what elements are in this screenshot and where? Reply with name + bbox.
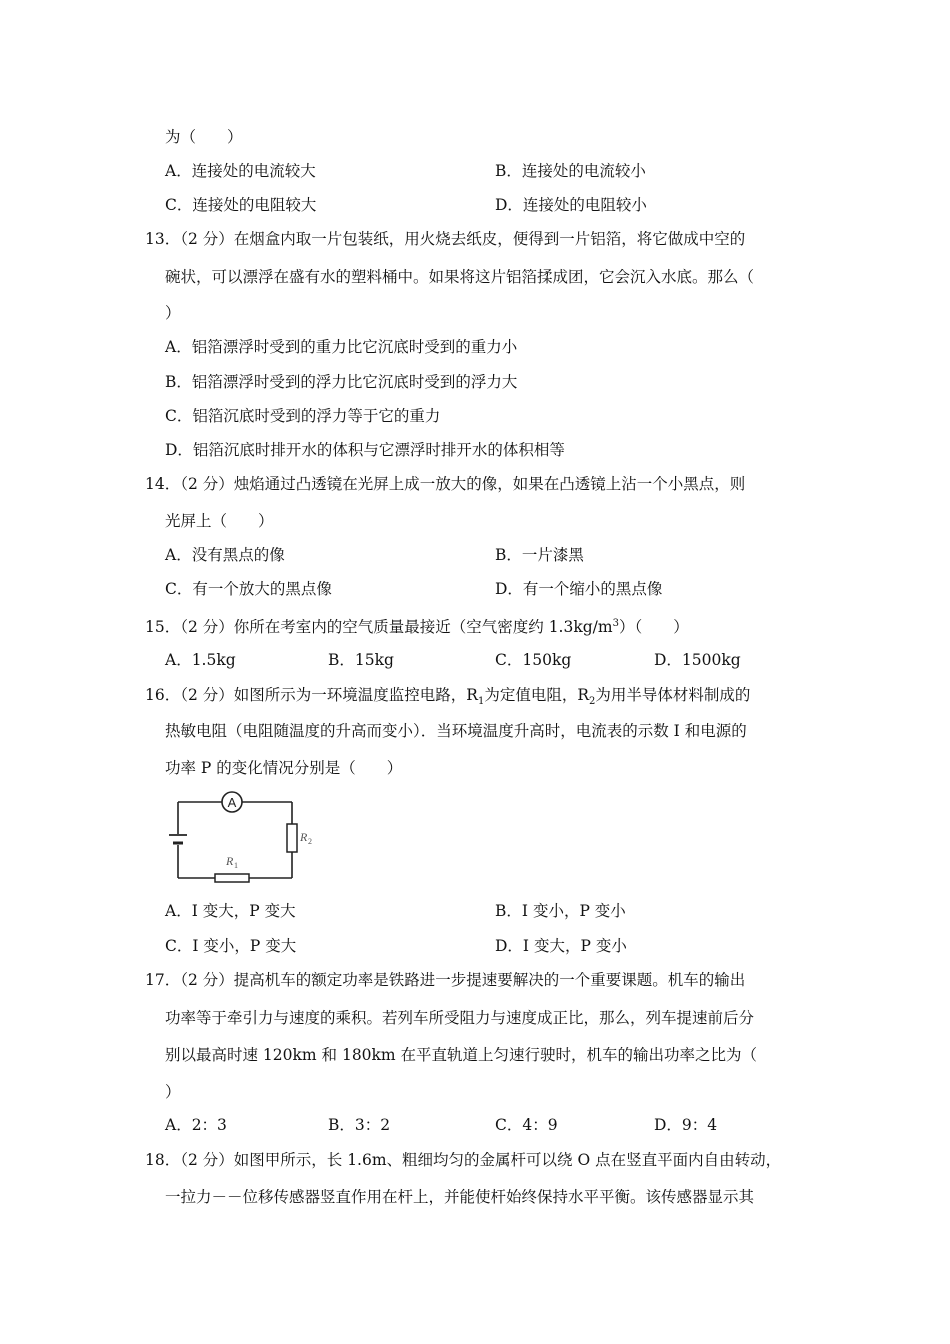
q14-option-d: D．有一个缩小的黑点像 <box>495 580 663 598</box>
ammeter-label: A <box>227 795 237 810</box>
q13-option-d: D．铝箔沉底时排开水的体积与它漂浮时排开水的体积相等 <box>165 441 565 459</box>
q14-option-b: B．一片漆黑 <box>495 546 584 564</box>
q18-stem-line2: 一拉力－－位移传感器竖直作用在杆上，并能使杆始终保持水平平衡。该传感器显示其 <box>165 1188 755 1206</box>
q15-option-c: C．150kg <box>495 651 572 669</box>
q14-option-c: C．有一个放大的黑点像 <box>165 580 332 598</box>
q13-option-c: C．铝箔沉底时受到的浮力等于它的重力 <box>165 407 441 425</box>
q15-option-b: B．15kg <box>328 651 394 669</box>
q13-stem-line1: 13．（2 分）在烟盒内取一片包装纸，用火烧去纸皮，便得到一片铝箔，将它做成中空的 <box>145 230 746 248</box>
q17-option-a: A．2：3 <box>165 1116 227 1134</box>
q16-option-d: D．I 变大，P 变小 <box>495 937 627 955</box>
q13-stem-line3: ） <box>165 304 181 322</box>
ammeter-icon <box>222 792 242 812</box>
q14-stem-line2: 光屏上（ ） <box>165 512 274 530</box>
q16-stem-line2: 热敏电阻（电阻随温度的升高而变小）．当环境温度升高时，电流表的示数 I 和电源的 <box>165 722 747 740</box>
q15-stem: 15．（2 分）你所在考室内的空气质量最接近（空气密度约 $1.3kg/m^3$）（ ） <box>145 618 689 637</box>
q18-stem-line1: 18．（2 分）如图甲所示，长 1.6m、粗细均匀的金属杆可以绕 O 点在竖直平面内自由转动， <box>145 1151 782 1169</box>
q14-option-a: A．没有黑点的像 <box>165 546 285 564</box>
q16-option-b: B．I 变小，P 变小 <box>495 902 626 920</box>
q14-stem-line1: 14．（2 分）烛焰通过凸透镜在光屏上成一放大的像，如果在凸透镜上沾一个小黑点，则 <box>145 475 746 493</box>
resistor-r2 <box>287 824 312 852</box>
q16-circuit-diagram <box>160 790 320 885</box>
q17-option-c: C．4：9 <box>495 1116 558 1134</box>
q16-stem-line3: 功率 P 的变化情况分别是（ ） <box>165 759 403 777</box>
q12-option-d: D．连接处的电阻较小 <box>495 196 647 214</box>
q17-stem-line3: 别以最高时速 120km 和 180km 在平直轨道上匀速行驶时，机车的输出功率之比为（ <box>165 1046 758 1064</box>
q16-option-a: A．I 变大，P 变大 <box>165 902 296 920</box>
r1-subscript: 1 <box>234 861 238 870</box>
r2-subscript: 2 <box>308 837 312 846</box>
q13-stem-line2: 碗状，可以漂浮在盛有水的塑料桶中。如果将这片铝箔揉成团，它会沉入水底。那么（ <box>165 268 755 286</box>
q16-stem-line1: 16．（2 分）如图所示为一环境温度监控电路，$R_1$为定值电阻，$R_2$为用半导体材料制成的 <box>145 686 751 708</box>
q15-option-a: A．1.5kg <box>165 651 236 669</box>
q17-stem-line4: ） <box>165 1083 181 1101</box>
q12-option-a: A．连接处的电流较大 <box>165 162 316 180</box>
q17-stem-line1: 17．（2 分）提高机车的额定功率是铁路进一步提速要解决的一个重要课题。机车的输出 <box>145 971 746 989</box>
q12-continuation: 为（ ） <box>165 128 243 146</box>
r1-label: R <box>226 854 234 868</box>
resistor-r1 <box>215 854 249 882</box>
q16-option-c: C．I 变小，P 变大 <box>165 937 297 955</box>
q17-option-b: B．3：2 <box>328 1116 391 1134</box>
q12-option-b: B．连接处的电流较小 <box>495 162 646 180</box>
q13-option-b: B．铝箔漂浮时受到的浮力比它沉底时受到的浮力大 <box>165 373 518 391</box>
q15-option-d: D．1500kg <box>654 651 741 669</box>
q12-option-c: C．连接处的电阻较大 <box>165 196 317 214</box>
battery-symbol <box>169 835 187 843</box>
r2-label: R <box>300 830 308 844</box>
q17-option-d: D．9：4 <box>654 1116 718 1134</box>
q17-stem-line2: 功率等于牵引力与速度的乘积。若列车所受阻力与速度成正比，那么，列车提速前后分 <box>165 1009 755 1027</box>
q13-option-a: A．铝箔漂浮时受到的重力比它沉底时受到的重力小 <box>165 338 518 356</box>
